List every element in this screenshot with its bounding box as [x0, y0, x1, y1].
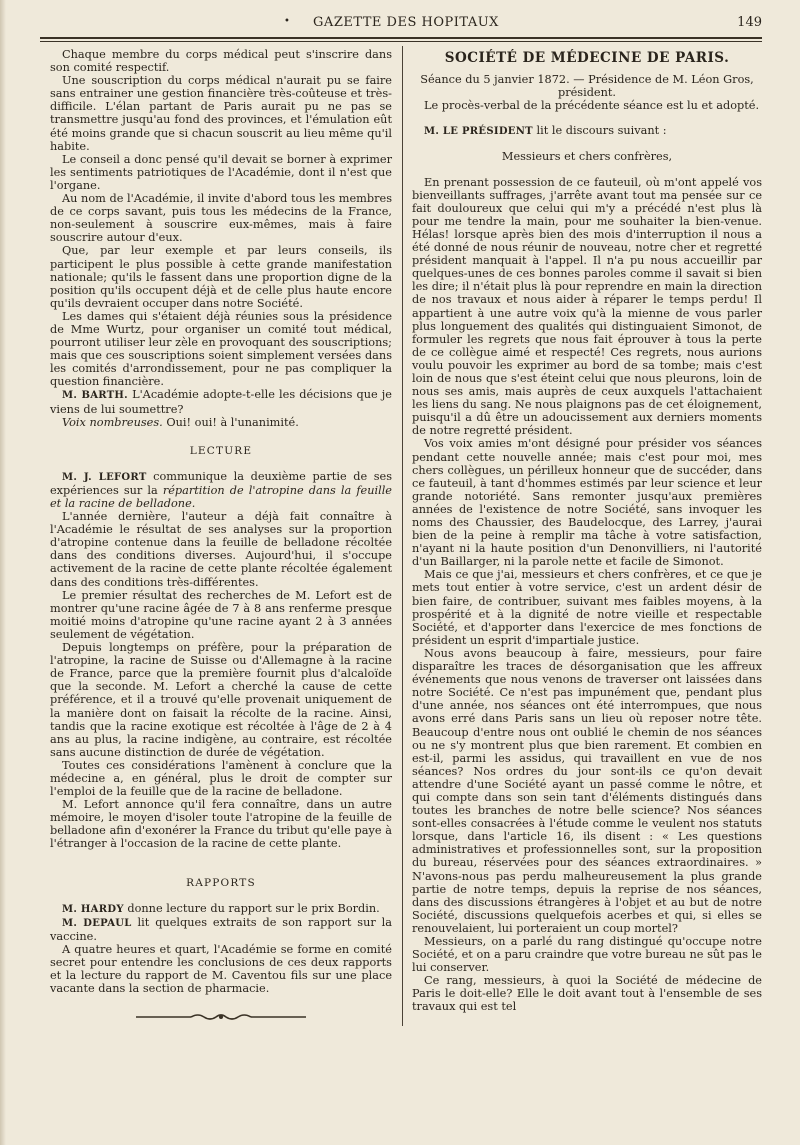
paragraph: M. Lefort annonce qu'il fera connaître, dans un autre mémoire, le moyen d'isoler toute l'atropine de la feuille de belladone afin d'exonérer la France du tribut qu'elle paye à l'étranger à l'occasion de la racine de cette plante.: [50, 798, 392, 851]
seance-line: Séance du 5 janvier 1872. — Présidence de M. Léon Gros, président.: [420, 73, 754, 100]
paragraph: Que, par leur exemple et par leurs conseils, ils participent le plus possible à cette grande manifestation nationale; qu'ils le fassent dans une proportion digne de la position qu'ils occupent déjà et de celle plus haute encore qu'ils devraient occuper dans notre Société.: [50, 244, 392, 310]
voices-reply: [50, 416, 392, 429]
speaker-name: M. BARTH.: [62, 390, 128, 402]
salutation: Messieurs et chers confrères,: [501, 150, 673, 164]
voices-text: Oui! oui! à l'unanimité.: [166, 415, 299, 429]
paragraph: Mais ce que j'ai, messieurs et chers confrères, et ce que je mets tout entier à votre service, c'est un ardent désir de bien faire, de contribuer, suivant mes faibles moyens, à la prospérité et à la dignité de notre vieille et respectable Société, et d'apporter dans l'exercice de mes fonctions de président un esprit d'impartiale justice.: [412, 568, 762, 647]
paragraph: Depuis longtemps on préfère, pour la préparation de l'atropine, la racine de Suisse ou d'Allemagne à la racine de France, parce que la première fournit plus d'alcaloïde que la seconde. M. Lefort a cherché la cause de cette préférence, et il a trouvé qu'elle provenait uniquement de la manière dont on faisait la récolte de la racine. Ainsi, tandis que la racine exotique est récoltée à l'âge de 2 à 4 ans au plus, la racine indigène, au contraire, est récoltée sans aucune distinction de durée de végétation.: [50, 641, 392, 759]
fleuron-ornament: [136, 1013, 306, 1021]
header-rule-thick: [40, 37, 762, 39]
speaker-name: M. J. LEFORT: [62, 471, 147, 483]
header-bullet: •: [284, 16, 290, 27]
paragraph: Vos voix amies m'ont désigné pour présider vos séances pendant cette nouvelle année; mais c'est pour moi, mes chers collègues, un périlleux honneur que de succéder, dans ce fauteuil, à tant d'hommes estimés par leur science et leur grande notoriété. Sans remonter jusqu'aux premières années de l'existence de notre Société, sans invoquer les noms des Chaussier, des Baudelocque, des Larrey, j'aurai bien de la peine à remplir ma tâche à votre satisfaction, n'ayant ni la haute position d'un Denonvilliers, ni l'autorité d'un Baillarger, ni la parole nette et facile de Simonot.: [412, 437, 762, 569]
speech-text: lit quelques extraits de son rapport sur la vaccine.: [50, 915, 392, 943]
paragraph: A quatre heures et quart, l'Académie se forme en comité secret pour entendre les conclusions de ces deux rapports et la lecture du rapport de M. Caventou fils sur une place vacante dans la section de pharmacie.: [50, 942, 392, 996]
speaker-name: M. HARDY: [62, 903, 124, 915]
paragraph: Une souscription du corps médical n'aurait pu se faire sans entrainer une gestion financière très-coûteuse et très-difficile. L'élan partant de Paris aurait pu ne pas se transmettre jusqu'au fond des provinces, et l'émulation eût été moins grande que si chacun souscrit au lieu même qu'il habite.: [50, 74, 392, 153]
hardy-paragraph: [50, 902, 392, 916]
rapports-heading: RAPPORTS: [186, 876, 256, 889]
speech-text: donne lecture du rapport sur le prix Bordin.: [127, 901, 380, 915]
paragraph: Le conseil a donc pensé qu'il devait se borner à exprimer les sentiments patriotiques de l'Académie, dont il n'est que l'organe.: [50, 152, 392, 192]
paragraph: En prenant possession de ce fauteuil, où m'ont appelé vos bienveillants suffrages, j'arrête avant tout ma pensée sur ce fait douloureux que celui qui m'y a précédé n'est plus là pour me tendre la main, pour me souhaiter la bien-venue. Hélas! lorsque après bien des mois d'interruption il nous a été donné de nous réunir de nouveau, notre cher et regretté président manquait à l'appel. Il n'a pu nous accueillir par quelques-unes de ces bonnes paroles comme il savait si bien les dire; il n'était plus là pour reprendre en main la direction de nos travaux et nous aider à réparer le temps perdu! Il appartient à une autre voix qu'à la mienne de vous parler plus longuement des qualités qui distinguaient Simonot, de formuler les regrets que nous fait éprouver à tous la perte de ce collègue aimé et respecté! Ces regrets, nous aurions voulu pouvoir les exprimer au bord de sa tombe; mais c'est loin de nous que s'est éteint celui que nous pleurons, loin de nous ses amis, mais auprès de ceux auxquels l'attachaient les liens du sang. Ne nous plaignons pas de cet éloignement, puisqu'il a dû être un adoucissement aux derniers moments de notre regretté président.: [412, 175, 762, 438]
paragraph: Au nom de l'Académie, il invite d'abord tous les membres de ce corps savant, puis tous les médecins de la France, non-seulement à souscrire eux-mêmes, mais à faire souscrire autour d'eux.: [50, 192, 392, 245]
lecture-heading: LECTURE: [189, 444, 253, 457]
header-rule-thin: [40, 41, 762, 42]
speech-text: L'Académie adopte-t-elle les décisions que je viens de lui soumettre?: [50, 388, 392, 416]
speaker-name: M. DEPAUL: [62, 917, 132, 929]
memoir-title: répartition de l'atropine dans la feuille et la racine de belladone.: [50, 483, 392, 510]
page-edge-shadow: [0, 0, 6, 1145]
paragraph: Le premier résultat des recherches de M. Lefort est de montrer qu'une racine âgée de 7 à 8 ans renferme presque moitié moins d'atropine qu'une racine ayant 2 à 3 années seulement de végétation.: [50, 588, 392, 641]
page-number: 149: [737, 15, 762, 30]
president-intro: [412, 124, 762, 138]
left-column: [50, 48, 392, 1021]
proces-verbal: Le procès-verbal de la précédente séance est lu et adopté.: [424, 99, 760, 113]
paragraph: Les dames qui s'étaient déjà réunies sous la présidence de Mme Wurtz, pour organiser un comité tout médical, pourront utiliser leur zèle en provoquant des souscriptions; mais que ces souscriptions soient simplement versées dans les comités d'arrondissement, pour ne pas compliquer la question financière.: [50, 309, 392, 389]
depaul-paragraph: [50, 916, 392, 943]
paragraph: Toutes ces considérations l'amènent à conclure que la médecine a, en général, plus le droit de compter sur l'emploi de la feuille que de la racine de belladone.: [50, 758, 392, 799]
paragraph: Messieurs, on a parlé du rang distingué qu'occupe notre Société, et on a paru craindre que votre bureau ne sût pas le lui conserver.: [412, 935, 762, 975]
barth-speech: [50, 388, 392, 415]
paragraph: Chaque membre du corps médical peut s'inscrire dans son comité respectif.: [50, 48, 392, 75]
paragraph: Ce rang, messieurs, à quoi la Société de médecine de Paris le doit-elle? Elle le doit avant tout à l'ensemble de ses travaux qui est tel: [412, 974, 762, 1014]
right-column: [412, 48, 762, 1014]
voices-label: Voix nombreuses.: [62, 415, 163, 429]
paragraph: L'année dernière, l'auteur a déjà fait connaître à l'Académie le résultat de ses analyses sur la proportion d'atropine contenue dans la feuille de belladone récoltée dans des conditions diverses. Aujourd'hui, il s'occupe activement de la racine de cette plante récoltée également dans des conditions très-différentes.: [50, 510, 392, 589]
paragraph: Nous avons beaucoup à faire, messieurs, pour faire disparaître les traces de désorganisation que les affreux événements que nous venons de traverser ont laissées dans notre Société. Ce n'est pas impunément que, pendant plus d'une année, nos séances ont été interrompues, que nous avons erré dans Paris sans un lieu où reposer notre tête. Beaucoup d'entre nous ont oublié le chemin de nos séances ou ne s'y montrent plus que bien rarement. Et combien en est-il, parmi les assidus, qui travaillent en vue de nos séances? Nos ordres du jour sont-ils ce qu'on devait attendre d'une Société ayant un passé comme le nôtre, et qui compte dans son sein tant d'éléments distingués dans toutes les branches de notre belle science? Nos séances sont-elles consacrées à l'étude comme le veulent nos statuts lorsque, dans l'article 16, ils disent : « Les questions administratives et professionnelles sont, sur la proposition du bureau, réservées pour des séances extraordinaires. » N'avons-nous pas perdu malheureusement la plus grande partie de notre temps, depuis la reprise de nos séances, dans des discussions étrangères à l'objet et au but de notre Société, discussions quelquefois acerbes et qui, si elles se renouvelaient, lui porteraient un coup mortel?: [412, 646, 762, 935]
column-divider: [402, 46, 403, 1026]
lefort-paragraph: [50, 470, 392, 510]
speech-text: communique la deuxième partie de ses expériences sur la: [50, 469, 393, 497]
society-title: SOCIÉTÉ DE MÉDECINE DE PARIS.: [444, 50, 730, 66]
page-header: [50, 14, 762, 36]
speaker-name: M. LE PRÉSIDENT: [424, 126, 533, 138]
speech-text: lit le discours suivant :: [536, 124, 667, 138]
journal-title: GAZETTE DES HOPITAUX: [313, 15, 499, 30]
